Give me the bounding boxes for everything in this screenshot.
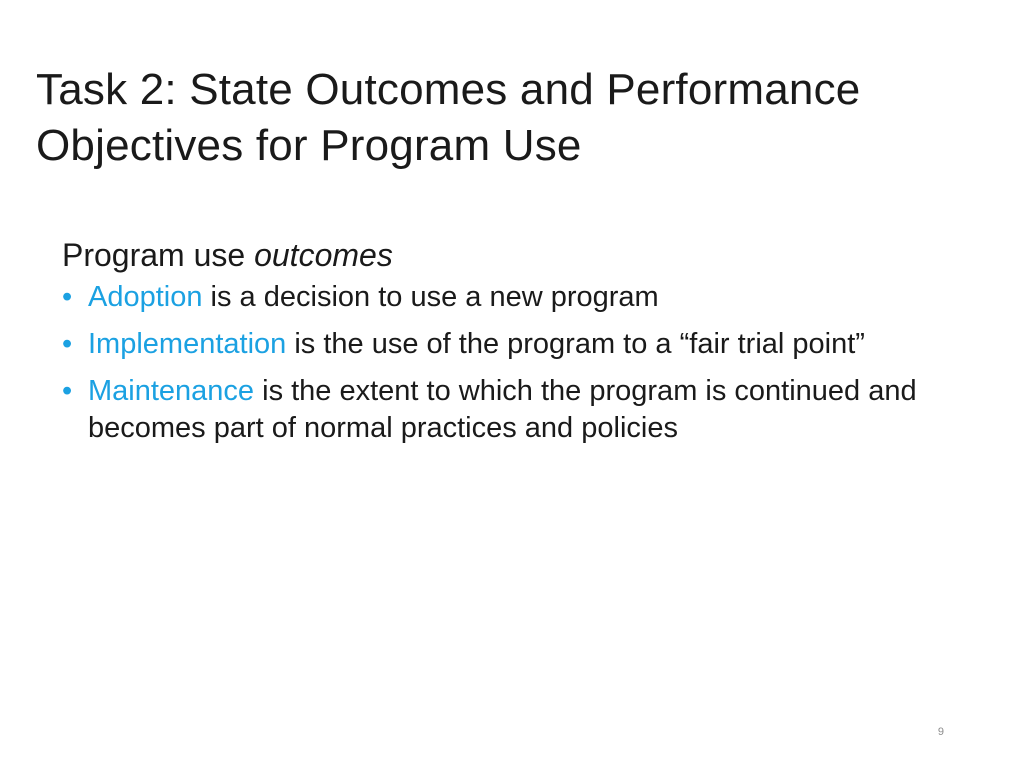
bullet-icon: • <box>62 328 73 360</box>
slide-title-line-2: Objectives for Program Use <box>36 121 582 170</box>
slide-title <box>36 62 996 174</box>
bullet-icon: • <box>62 375 73 407</box>
slide-title-line-1: Task 2: State Outcomes and Performance <box>36 65 861 114</box>
bullet-item-implementation <box>62 326 962 363</box>
page-number: 9 <box>937 726 944 738</box>
term-maintenance: Maintenance <box>88 375 255 407</box>
lead-heading <box>62 233 962 277</box>
bullet-list <box>62 279 962 447</box>
definition-implementation: is the use of the program to a “fair trial point” <box>286 328 865 360</box>
bullet-item-maintenance <box>62 373 962 447</box>
lead-text: Program use <box>62 237 255 273</box>
bullet-icon: • <box>62 281 73 313</box>
term-implementation: Implementation <box>88 328 287 360</box>
definition-adoption: is a decision to use a new program <box>202 281 659 313</box>
definition-maintenance: is the extent to which the program is continued and becomes part of normal practices and policies <box>88 375 917 444</box>
slide-content <box>62 233 962 457</box>
term-adoption: Adoption <box>88 281 203 313</box>
lead-emphasis: outcomes <box>254 237 393 273</box>
bullet-item-adoption <box>62 279 962 316</box>
